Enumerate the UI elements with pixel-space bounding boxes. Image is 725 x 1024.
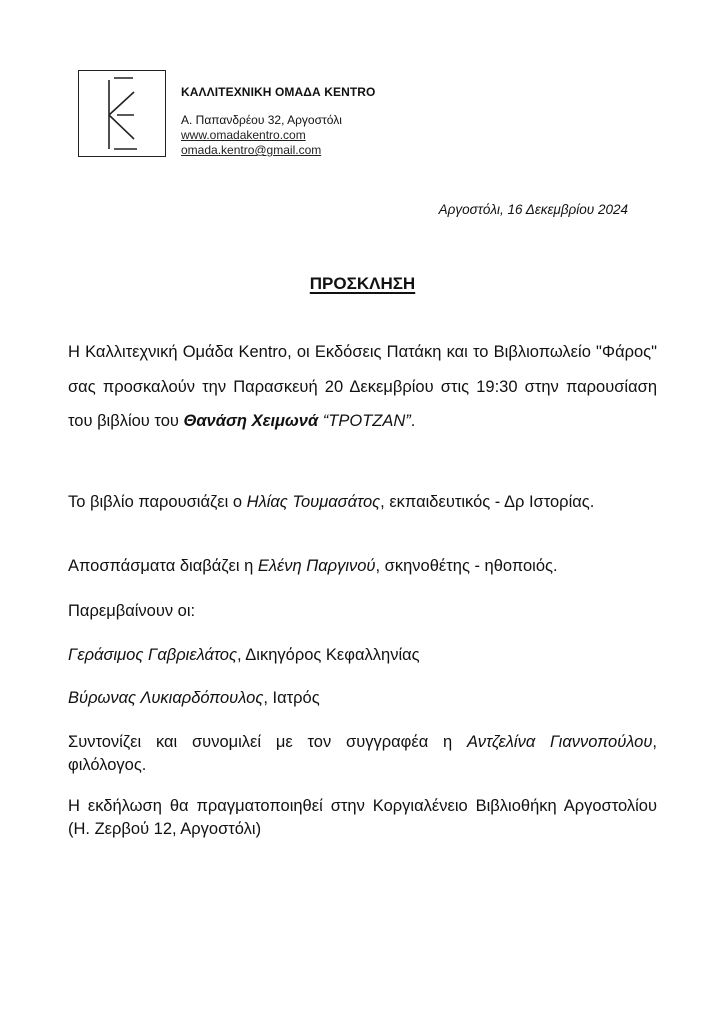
kentro-k-logo-icon: [79, 71, 167, 158]
organization-block: [181, 85, 375, 158]
reader-name: Ελένη Παργινού: [257, 557, 376, 575]
venue-text: Η εκδήλωση θα πραγματοποιηθεί στην Κοργιαλένειο Βιβλιοθήκη Αργοστολίου (Η. Ζερβού 12, Αργοστόλι): [68, 797, 657, 838]
author-name: Θανάση Χειμωνά: [183, 412, 319, 430]
moderator-name: Αντζελίνα Γιαννοπούλου: [467, 733, 653, 751]
email-link[interactable]: omada.kentro@gmail.com: [181, 143, 322, 157]
intro-text: Η Καλλιτεχνική Ομάδα Kentro, οι Εκδόσεις Πατάκη και το Βιβλιοπωλείο "Φάρος" σας προσκαλούν την Παρασκευή 20 Δεκεμβρίου στις 19:30 στην παρουσίαση του βιβλίου του: [68, 343, 657, 430]
date-line: Αργοστόλι, 16 Δεκεμβρίου 2024: [438, 202, 628, 217]
moderator-text-b: , φιλόλογος.: [68, 733, 657, 774]
speaker-1-role: , Δικηγόρος Κεφαλληνίας: [237, 646, 420, 664]
speaker-2-role: , Ιατρός: [263, 689, 320, 707]
website-link[interactable]: www.omadakentro.com: [181, 128, 306, 142]
speaker-2-name: Βύρωνας Λυκιαρδόπουλος: [68, 689, 264, 707]
kentro-logo-icon: [78, 70, 166, 157]
paragraph-venue: [68, 795, 657, 841]
speakers-intro-text: Παρεμβαίνουν οι:: [68, 602, 196, 620]
paragraph-reader: [68, 555, 657, 578]
moderator-text-a: Συντονίζει και συνομιλεί με τον συγγραφέα η: [68, 733, 468, 751]
speaker-1-name: Γεράσιμος Γαβριελάτος: [68, 646, 238, 664]
book-title: “ΤΡΟΤΖΑΝ”: [322, 412, 411, 430]
organization-name: ΚΑΛΛΙΤΕΧΝΙΚΗ ΟΜΑΔΑ KENTRO: [181, 85, 376, 99]
presenter-text-b: , εκπαιδευτικός - Δρ Ιστορίας.: [380, 493, 595, 511]
presenter-name: Ηλίας Τουμασάτος: [246, 493, 381, 511]
paragraph-presenter: [68, 491, 657, 514]
presenter-text-a: Το βιβλίο παρουσιάζει ο: [68, 493, 247, 511]
paragraph-speakers-intro: [68, 600, 657, 623]
paragraph-moderator: [68, 731, 657, 777]
intro-end: .: [410, 412, 416, 430]
organization-address: Α. Παπανδρέου 32, Αργοστόλι: [181, 113, 342, 127]
paragraph-intro: [68, 335, 657, 439]
document-title-wrap: [0, 274, 725, 294]
document-title: ΠΡΟΣΚΛΗΣΗ: [309, 274, 416, 293]
reader-text-b: , σκηνοθέτης - ηθοποιός.: [375, 557, 558, 575]
paragraph-speaker-1: [68, 644, 657, 667]
reader-text-a: Αποσπάσματα διαβάζει η: [68, 557, 258, 575]
paragraph-speaker-2: [68, 687, 657, 710]
